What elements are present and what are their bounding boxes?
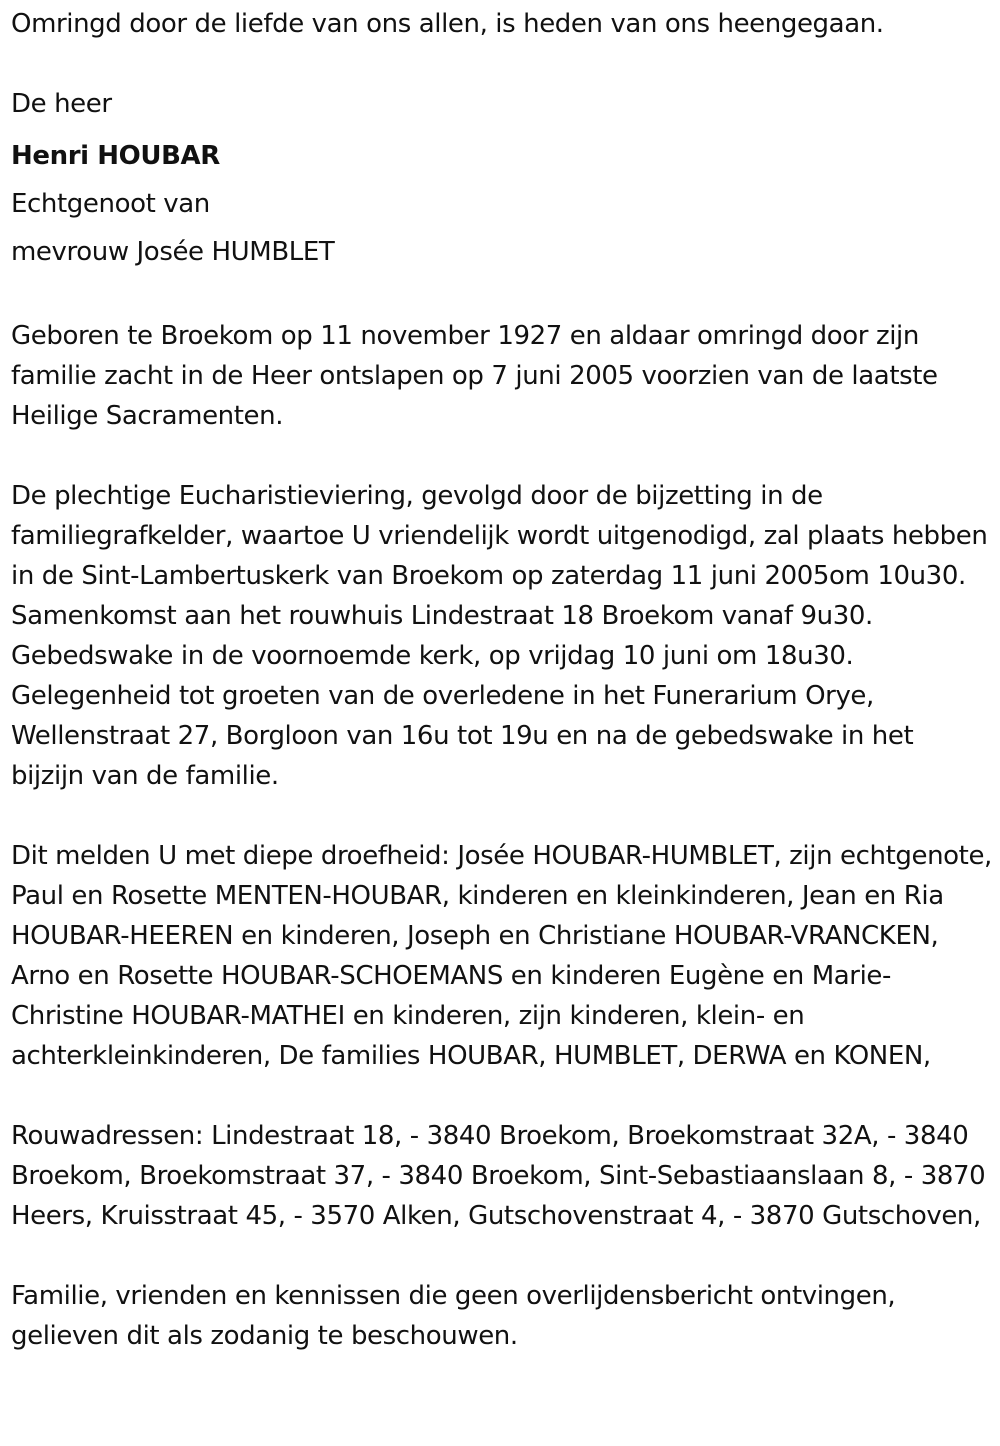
- deceased-name: Henri HOUBAR: [11, 141, 220, 171]
- spouse-label: Echtgenoot van: [11, 189, 210, 219]
- family-paragraph: Dit melden U met diepe droefheid: Josée HOUBAR-HUMBLET, zijn echtgenote, Paul en Rosette MENTEN-HOUBAR, kinderen en kleinkinderen, Jean en Ria HOUBAR-HEEREN en kinderen, Joseph en Christiane HOUBAR-VRANCKEN, Arno en Rosette HOUBAR-SCHOEMANS en kinderen Eugène en Marie-Christine HOUBAR-MATHEI en kinderen, zijn kinderen, klein- en achterkleinkinderen, De families HOUBAR, HUMBLET, DERWA en KONEN,: [11, 841, 992, 1071]
- ceremony-paragraph: De plechtige Eucharistieviering, gevolgd door de bijzetting in de familiegrafkelder, waartoe U vriendelijk wordt uitgenodigd, zal plaats hebben in de Sint-Lambertuskerk van Broekom op zaterdag 11 juni 2005om 10u30. Samenkomst aan het rouwhuis Lindestraat 18 Broekom vanaf 9u30. Gebedswake in de voornoemde kerk, op vrijdag 10 juni om 18u30. Gelegenheid tot groeten van de overledene in het Funerarium Orye, Wellenstraat 27, Borgloon van 16u tot 19u en na de gebedswake in het bijzijn van de familie.: [11, 481, 988, 791]
- spouse-name: mevrouw Josée HUMBLET: [11, 237, 335, 267]
- birth-death-paragraph: Geboren te Broekom op 11 november 1927 en aldaar omringd door zijn familie zacht in de Heer ontslapen op 7 juni 2005 voorzien van de laatste Heilige Sacramenten.: [11, 321, 938, 431]
- addresses-paragraph: Rouwadressen: Lindestraat 18, - 3840 Broekom, Broekomstraat 32A, - 3840 Broekom, Broekomstraat 37, - 3840 Broekom, Sint-Sebastiaanslaan 8, - 3870 Heers, Kruisstraat 45, - 3570 Alken, Gutschovenstraat 4, - 3870 Gutschoven,: [11, 1121, 986, 1231]
- salutation: De heer: [11, 89, 112, 119]
- closing-paragraph: Familie, vrienden en kennissen die geen overlijdensbericht ontvingen, gelieven dit als zodanig te beschouwen.: [11, 1281, 896, 1351]
- obituary-notice: [11, 4, 993, 1356]
- intro-text: Omringd door de liefde van ons allen, is heden van ons heengegaan.: [11, 9, 884, 39]
